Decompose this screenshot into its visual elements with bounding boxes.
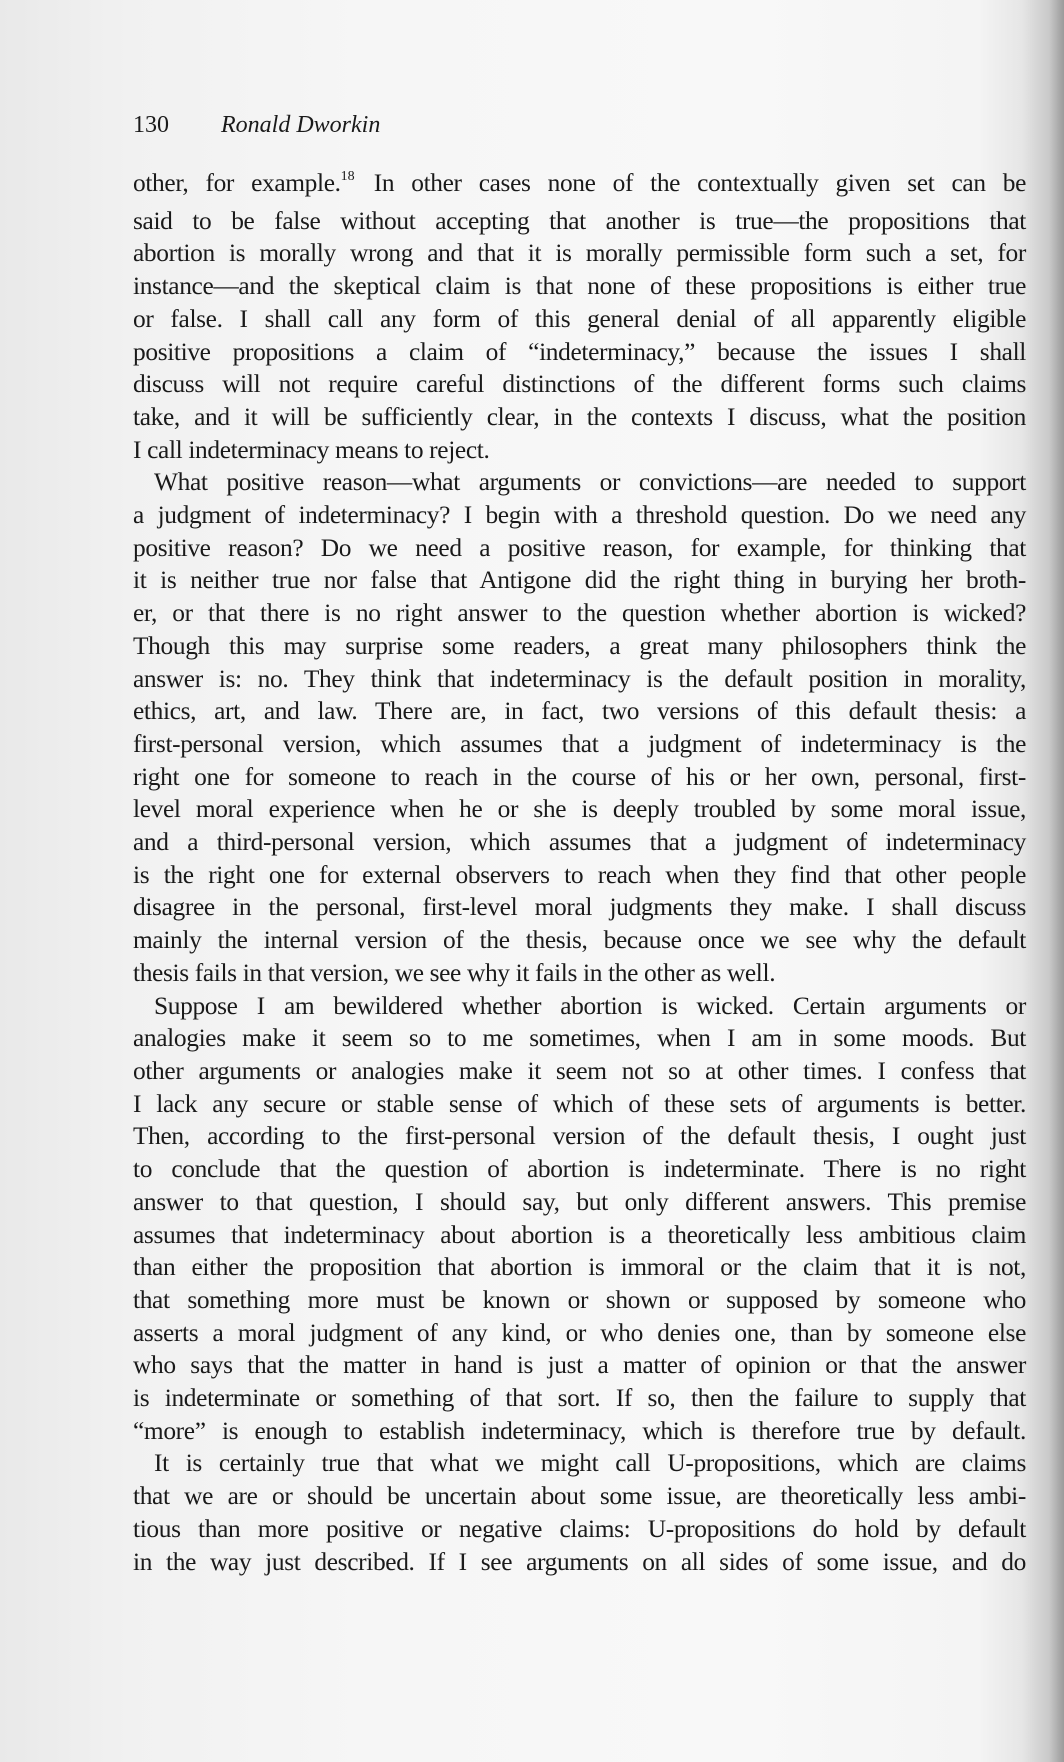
body-text	[133, 167, 1026, 1578]
text-line: asserts a moral judgment of any kind, or who denies one, than by someone else	[133, 1318, 1026, 1347]
text-line: said to be false without accepting that another is true—the propositions that	[133, 206, 1026, 235]
text-line: take, and it will be sufficiently clear, in the contexts I discuss, what the position	[133, 402, 1026, 431]
text-line: who says that the matter in hand is just a matter of opinion or that the answer	[133, 1351, 1026, 1380]
text-line: than either the proposition that abortion is immoral or the claim that it is not,	[133, 1253, 1026, 1282]
text-line: analogies make it seem so to me sometimes, when I am in some moods. But	[133, 1024, 1026, 1053]
text-line: abortion is morally wrong and that it is morally permissible form such a set, for	[133, 239, 1026, 268]
text-line: level moral experience when he or she is deeply troubled by some moral issue,	[133, 795, 1026, 824]
text-line: answer to that question, I should say, but only different answers. This premise	[133, 1187, 1026, 1216]
text-line: is indeterminate or something of that sort. If so, then the failure to supply that	[133, 1384, 1026, 1413]
text-line: thesis fails in that version, we see why it fails in the other as well.	[133, 958, 776, 987]
text-line: tious than more positive or negative claims: U-propositions do hold by default	[133, 1514, 1026, 1543]
text-line: “more” is enough to establish indeterminacy, which is therefore true by default.	[133, 1416, 1026, 1445]
text-line: Suppose I am bewildered whether abortion is wicked. Certain arguments or	[154, 991, 1026, 1020]
running-head	[133, 110, 380, 140]
text-line: first-personal version, which assumes that a judgment of indeterminacy is the	[133, 729, 1026, 758]
text-line: that we are or should be uncertain about some issue, are theoretically less ambi-	[133, 1482, 1026, 1511]
text-line: to conclude that the question of abortion is indeterminate. There is no right	[133, 1155, 1026, 1184]
footnote-reference[interactable]: 18	[340, 169, 355, 184]
page-number: 130	[133, 112, 169, 138]
text-line: ethics, art, and law. There are, in fact, two versions of this default thesis: a	[133, 697, 1026, 726]
text-line: instance—and the skeptical claim is that none of these propositions is either true	[133, 272, 1026, 301]
text-line: right one for someone to reach in the course of his or her own, personal, first-	[133, 762, 1026, 791]
text-line: mainly the internal version of the thesis, because once we see why the default	[133, 926, 1026, 955]
text-line: other arguments or analogies make it seem not so at other times. I confess that	[133, 1056, 1026, 1085]
text-line: er, or that there is no right answer to the question whether abortion is wicked?	[133, 599, 1026, 628]
paragraph	[133, 990, 1026, 1448]
text-line: and a third-personal version, which assumes that a judgment of indeterminacy	[133, 828, 1026, 857]
text-line: other, for example.$^{18}$ In other cases none of the contextually given set can be	[133, 169, 1026, 197]
text-line: discuss will not require careful distinctions of the different forms such claims	[133, 370, 1026, 399]
text-line: a judgment of indeterminacy? I begin with a threshold question. Do we need any	[133, 501, 1026, 530]
text-line: answer is: no. They think that indeterminacy is the default position in morality,	[133, 664, 1026, 693]
text-line: I lack any secure or stable sense of which of these sets of arguments is better.	[133, 1089, 1026, 1118]
paragraph	[133, 167, 1026, 466]
text-line: positive propositions a claim of “indeterminacy,” because the issues I shall	[133, 337, 1026, 366]
text-line: or false. I shall call any form of this general denial of all apparently eligible	[133, 304, 1026, 333]
text-line: assumes that indeterminacy about abortion is a theoretically less ambitious claim	[133, 1220, 1026, 1249]
text-line: that something more must be known or shown or supposed by someone who	[133, 1285, 1026, 1314]
text-line: It is certainly true that what we might call U-propositions, which are claims	[154, 1449, 1026, 1478]
paragraph	[133, 1447, 1026, 1578]
text-line: Though this may surprise some readers, a great many philosophers think the	[133, 631, 1026, 660]
text-line: it is neither true nor false that Antigone did the right thing in burying her broth-	[133, 566, 1026, 595]
text-line: is the right one for external observers to reach when they find that other people	[133, 860, 1026, 889]
paragraph	[133, 466, 1026, 989]
text-line: positive reason? Do we need a positive reason, for example, for thinking that	[133, 533, 1026, 562]
text-line: I call indeterminacy means to reject.	[133, 435, 490, 464]
text-line: Then, according to the first-personal version of the default thesis, I ought just	[133, 1122, 1026, 1151]
text-line: disagree in the personal, first-level moral judgments they make. I shall discuss	[133, 893, 1026, 922]
text-line: in the way just described. If I see arguments on all sides of some issue, and do	[133, 1547, 1026, 1576]
running-head-author: Ronald Dworkin	[221, 112, 381, 138]
text-line: What positive reason—what arguments or convictions—are needed to support	[154, 468, 1026, 497]
